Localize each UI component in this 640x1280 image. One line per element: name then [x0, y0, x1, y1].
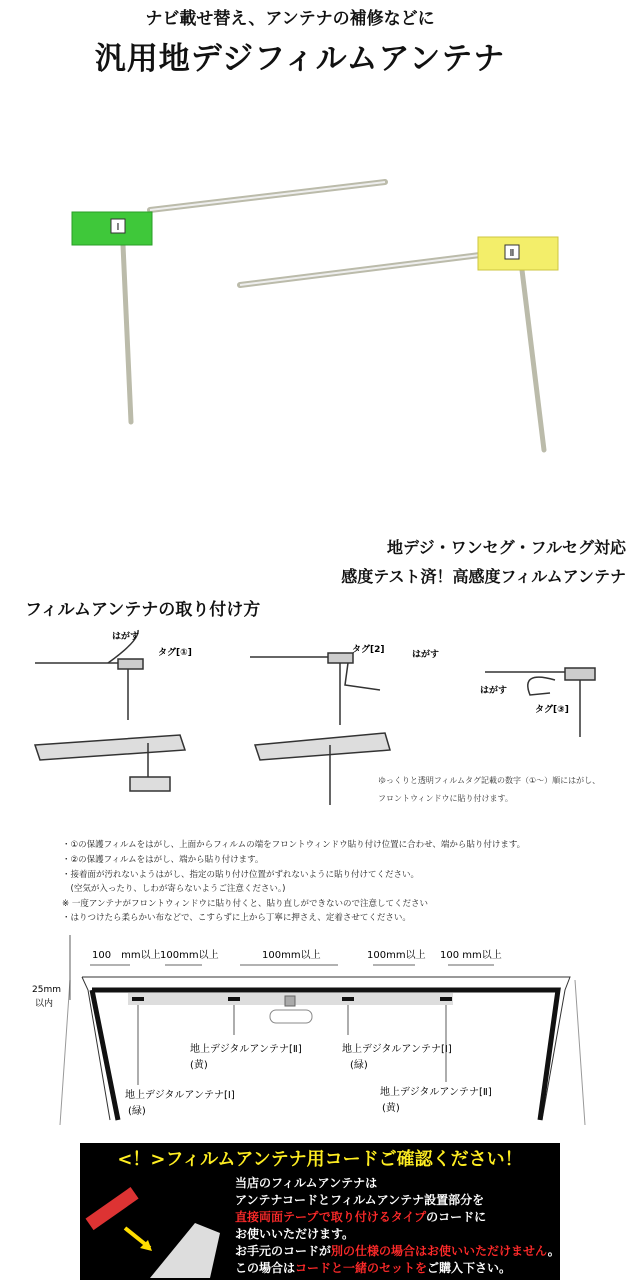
banner-heading: <！>フィルムアンテナ用コードご確認ください！: [117, 1149, 523, 1170]
banner-text: お手元のコードが: [235, 1244, 332, 1258]
antenna-label: 地上デジタルアンテナ[Ⅰ]: [125, 1090, 235, 1101]
antenna2-tag: Ⅱ: [509, 248, 515, 259]
banner-line: お使いいただけます。: [235, 1227, 355, 1241]
instruction: ・①の保護フィルムをはがし、上面からフィルムの端をフロントウィンドウ貼り付け位置に合わせ、端から貼り付けます。: [62, 840, 526, 850]
antenna1-tag: Ⅰ: [116, 222, 120, 233]
banner-text: この場合は: [235, 1261, 296, 1275]
banner-red-text: コードと一緒のセットを: [295, 1261, 428, 1275]
feature-1: 地デジ・ワンセグ・フルセグ対応: [386, 538, 626, 557]
instruction: ・接着面が汚れないようはがし、指定の貼り付け位置がずれないように貼り付けてください。: [62, 870, 420, 880]
banner-red-text: 別の仕様の場合はお使いいただけません: [331, 1244, 548, 1258]
tag2-label: タグ[2]: [352, 645, 385, 655]
howto-title: フィルムアンテナの取り付け方: [25, 600, 261, 620]
banner-red-text: 直接両面テープで取り付けるタイプ: [235, 1210, 427, 1224]
dim-label: 100mm以上: [367, 950, 426, 961]
banner-text: ご購入下さい。: [427, 1261, 512, 1275]
banner-line: [235, 1244, 560, 1259]
antenna-color: (黄): [382, 1103, 400, 1114]
instruction: ・はりつけたら柔らかい布などで、こすらずに上から丁寧に押さえ、定着させてください。: [62, 913, 411, 923]
antenna-label: 地上デジタルアンテナ[Ⅰ]: [342, 1044, 452, 1055]
banner-line: 当店のフィルムアンテナは: [235, 1176, 378, 1190]
tag1-label: タグ[①]: [158, 648, 192, 658]
banner-line: [235, 1261, 511, 1276]
dim-label: 100mm以上: [262, 950, 321, 961]
cord-notice-banner: [80, 1143, 560, 1280]
peel-label-1: はがす: [112, 632, 140, 642]
cord-image: [80, 1178, 230, 1278]
howto-note-1: ゆっくりと透明フィルムタグ記載の数字（①～）順にはがし、: [378, 776, 601, 785]
banner-line: アンテナコードとフィルムアンテナ設置部分を: [235, 1193, 485, 1207]
dim-label: 100 mm以上: [92, 950, 161, 961]
dim-label: 100mm以上: [160, 950, 219, 961]
antenna-green: [72, 182, 385, 422]
windshield-diagram: [30, 930, 610, 1140]
margin-label: 25mm: [32, 985, 61, 995]
antenna-color: (黄): [190, 1060, 208, 1071]
banner-line: [235, 1210, 486, 1225]
instruction: (空気が入ったり、しわが寄らないようご注意ください。): [62, 884, 286, 894]
feature-2: 感度テスト済！高感度フィルムアンテナ: [341, 567, 626, 586]
howto-note-2: フロントウィンドウに貼り付けます。: [378, 794, 513, 803]
antenna-color: (緑): [350, 1060, 368, 1071]
instruction: ※ 一度アンテナがフロントウィンドウに貼り付くと、貼り直しができないので注意してください: [62, 899, 428, 909]
instruction: ・②の保護フィルムをはがし、端から貼り付けます。: [62, 855, 264, 865]
peel-label-2: はがす: [412, 650, 440, 660]
antenna-label: 地上デジタルアンテナ[Ⅱ]: [380, 1087, 492, 1098]
margin-label: 以内: [35, 999, 54, 1009]
peel-label-3: はがす: [480, 686, 508, 696]
dim-label: 100 mm以上: [440, 950, 502, 961]
antenna-yellow: [240, 237, 558, 450]
banner-text: 。: [547, 1244, 560, 1258]
page-title: 汎用地デジフィルムアンテナ: [94, 41, 506, 77]
subtitle: ナビ載せ替え、アンテナの補修などに: [145, 9, 435, 29]
banner-text: のコードに: [426, 1210, 487, 1224]
tag3-label: タグ[③]: [535, 705, 569, 715]
antenna-label: 地上デジタルアンテナ[Ⅱ]: [190, 1044, 302, 1055]
product-image: [0, 160, 640, 480]
antenna-color: (緑): [128, 1106, 146, 1117]
